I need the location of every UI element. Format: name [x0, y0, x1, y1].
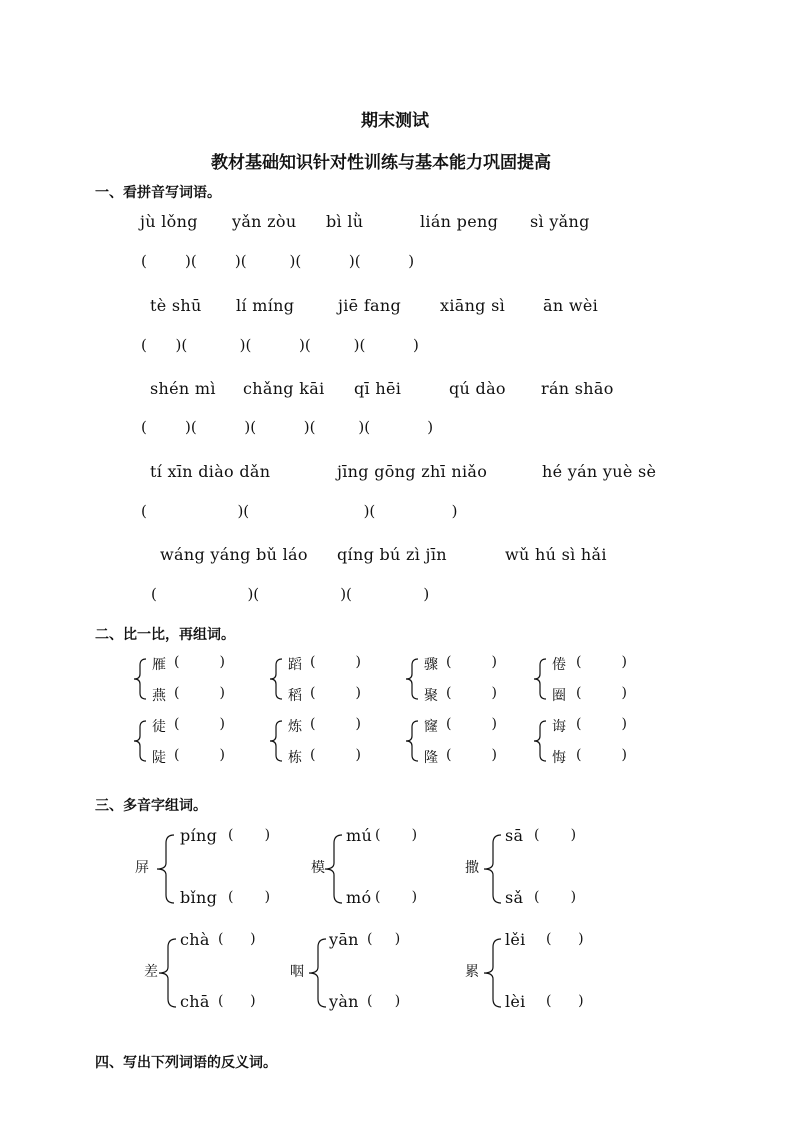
pinyin-item: tè shū: [150, 296, 202, 315]
compare-char: 骤: [424, 657, 438, 673]
compare-char: 聚: [424, 688, 438, 704]
pinyin-item: ān wèi: [543, 296, 599, 315]
brace-icon: [404, 657, 420, 701]
pinyin-item: qíng bú zì jīn: [337, 545, 447, 564]
compare-blank[interactable]: ( ): [576, 716, 627, 732]
pinyin-item: lí míng: [236, 296, 295, 315]
compare-char: 雁: [152, 657, 166, 673]
polyphone-blank[interactable]: ( ): [367, 931, 401, 947]
compare-blank[interactable]: ( ): [310, 747, 361, 763]
answer-blank[interactable]: ( )( )( )( )( ): [141, 336, 419, 354]
polyphone-char: 模: [311, 860, 325, 876]
polyphone-pinyin: yān: [329, 930, 359, 949]
pinyin-item: chǎng kāi: [243, 379, 325, 398]
compare-blank[interactable]: ( ): [446, 716, 497, 732]
polyphone-blank[interactable]: ( ): [375, 889, 418, 905]
polyphone-blank[interactable]: ( ): [228, 827, 271, 843]
compare-char: 窿: [424, 719, 438, 735]
page-title: 期末测试: [361, 111, 429, 131]
brace-icon: [322, 833, 344, 905]
compare-char: 栋: [288, 750, 302, 766]
brace-icon: [132, 719, 148, 763]
pinyin-item: jù lǒng: [140, 212, 198, 231]
polyphone-blank[interactable]: ( ): [546, 931, 584, 947]
compare-char: 倦: [552, 657, 566, 673]
polyphone-char: 咽: [290, 964, 304, 980]
pinyin-item: jīng gōng zhī niǎo: [337, 462, 488, 481]
polyphone-char: 撒: [465, 860, 479, 876]
brace-icon: [132, 657, 148, 701]
section-4-heading: 四、写出下列词语的反义词。: [95, 1055, 277, 1071]
compare-char: 隆: [424, 750, 438, 766]
compare-char: 悔: [552, 750, 566, 766]
answer-blank[interactable]: ( )( )( )( )( ): [141, 252, 415, 270]
polyphone-pinyin: sā: [505, 826, 524, 845]
pinyin-item: lián peng: [420, 212, 499, 231]
polyphone-pinyin: sǎ: [505, 888, 524, 907]
polyphone-pinyin: bǐng: [180, 888, 218, 907]
compare-blank[interactable]: ( ): [446, 747, 497, 763]
pinyin-item: yǎn zòu: [232, 212, 297, 231]
brace-icon: [404, 719, 420, 763]
section-1-heading: 一、看拼音写词语。: [95, 185, 221, 201]
pinyin-item: tí xīn diào dǎn: [150, 462, 271, 481]
polyphone-char: 屏: [135, 860, 149, 876]
polyphone-pinyin: píng: [180, 826, 218, 845]
polyphone-blank[interactable]: ( ): [218, 993, 256, 1009]
brace-icon: [268, 719, 284, 763]
brace-icon: [532, 657, 548, 701]
compare-blank[interactable]: ( ): [310, 716, 361, 732]
pinyin-item: qú dào: [449, 379, 506, 398]
polyphone-char: 累: [465, 964, 479, 980]
compare-char: 炼: [288, 719, 302, 735]
polyphone-blank[interactable]: ( ): [534, 827, 577, 843]
compare-blank[interactable]: ( ): [576, 685, 627, 701]
polyphone-pinyin: chà: [180, 930, 210, 949]
compare-char: 燕: [152, 688, 166, 704]
polyphone-pinyin: lěi: [505, 930, 526, 949]
brace-icon: [481, 937, 503, 1009]
polyphone-pinyin: lèi: [505, 992, 526, 1011]
compare-char: 蹈: [288, 657, 302, 673]
compare-char: 陡: [152, 750, 166, 766]
page-subtitle: 教材基础知识针对性训练与基本能力巩固提高: [211, 153, 551, 173]
compare-blank[interactable]: ( ): [310, 654, 361, 670]
compare-char: 圈: [552, 688, 566, 704]
pinyin-item: bì lǜ: [326, 212, 364, 231]
polyphone-blank[interactable]: ( ): [367, 993, 401, 1009]
compare-blank[interactable]: ( ): [576, 747, 627, 763]
section-2-heading: 二、比一比，再组词。: [95, 627, 235, 643]
compare-blank[interactable]: ( ): [174, 654, 225, 670]
brace-icon: [156, 937, 178, 1009]
compare-blank[interactable]: ( ): [446, 654, 497, 670]
polyphone-blank[interactable]: ( ): [546, 993, 584, 1009]
polyphone-blank[interactable]: ( ): [228, 889, 271, 905]
compare-blank[interactable]: ( ): [446, 685, 497, 701]
section-3-heading: 三、多音字组词。: [95, 798, 207, 814]
compare-blank[interactable]: ( ): [174, 747, 225, 763]
polyphone-pinyin: chā: [180, 992, 210, 1011]
answer-blank[interactable]: ( )( )( ): [141, 502, 458, 520]
pinyin-item: hé yán yuè sè: [542, 462, 657, 481]
brace-icon: [268, 657, 284, 701]
compare-char: 徒: [152, 719, 166, 735]
pinyin-item: shén mì: [150, 379, 216, 398]
polyphone-pinyin: mó: [346, 888, 372, 907]
answer-blank[interactable]: ( )( )( ): [151, 585, 430, 603]
polyphone-blank[interactable]: ( ): [375, 827, 418, 843]
polyphone-blank[interactable]: ( ): [218, 931, 256, 947]
compare-blank[interactable]: ( ): [174, 685, 225, 701]
answer-blank[interactable]: ( )( )( )( )( ): [141, 418, 434, 436]
pinyin-item: qī hēi: [354, 379, 402, 398]
pinyin-item: xiāng sì: [440, 296, 506, 315]
brace-icon: [154, 833, 176, 905]
pinyin-item: wǔ hú sì hǎi: [505, 545, 607, 564]
polyphone-char: 差: [144, 964, 158, 980]
compare-char: 诲: [552, 719, 566, 735]
polyphone-pinyin: mú: [346, 826, 373, 845]
compare-blank[interactable]: ( ): [174, 716, 225, 732]
polyphone-pinyin: yàn: [329, 992, 359, 1011]
pinyin-item: rán shāo: [541, 379, 614, 398]
brace-icon: [306, 937, 328, 1009]
compare-blank[interactable]: ( ): [576, 654, 627, 670]
pinyin-item: sì yǎng: [530, 212, 590, 231]
brace-icon: [481, 833, 503, 905]
pinyin-item: wáng yáng bǔ láo: [160, 545, 308, 564]
pinyin-item: jiē fang: [338, 296, 402, 315]
compare-blank[interactable]: ( ): [310, 685, 361, 701]
brace-icon: [532, 719, 548, 763]
polyphone-blank[interactable]: ( ): [534, 889, 577, 905]
compare-char: 稻: [288, 688, 302, 704]
